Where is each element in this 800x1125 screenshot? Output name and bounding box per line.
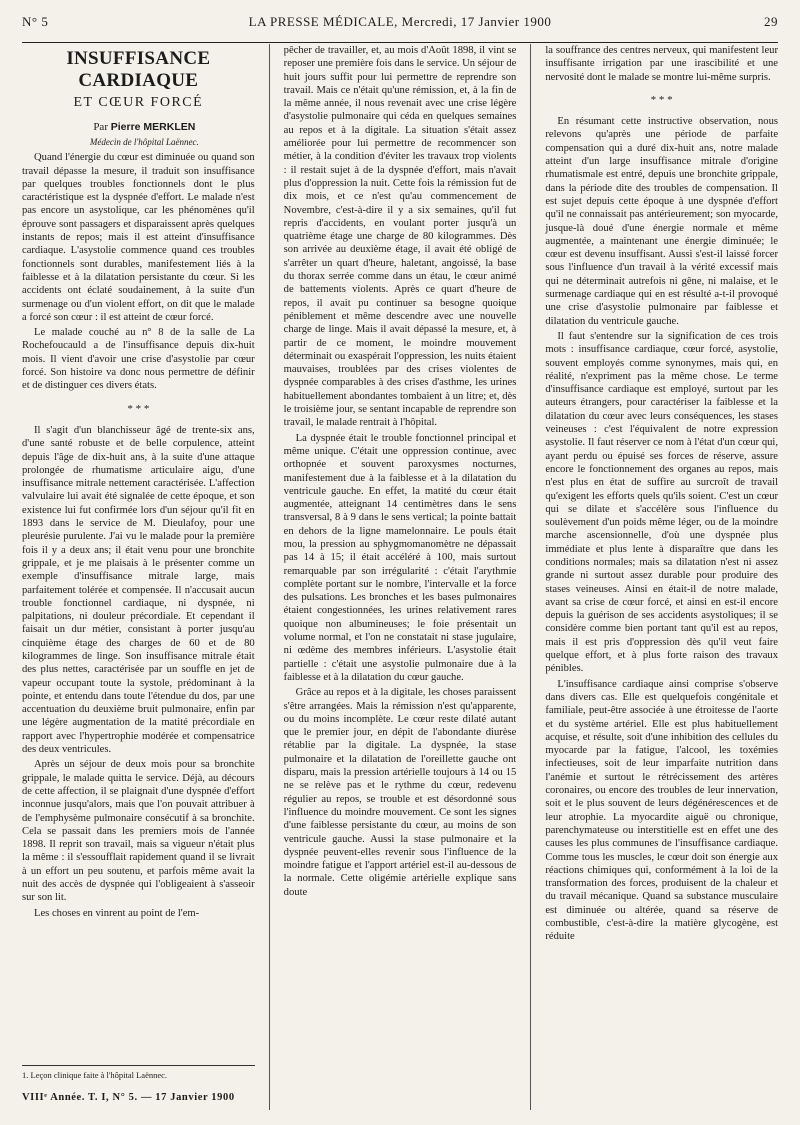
paragraph: Après un séjour de deux mois pour sa bronchite grippale, le malade quitta le service. Déjà, au décours de cette affection, il se plaignait d'une dyspnée d'effort inconnue jusqu'alors, mais que l'on pouvait attribuer à de l'emphysème pulmonaire consécutif à sa bronchite. Cela se passait dans les premiers mois de l'année 1898. Il reprit son travail, mais sa vigueur n'était plus la même : il s'essoufflait rapidement quand il se livrait à un effort un peu soutenu, et parfois même avait la nuit des accès de dyspnée qui l'obligeaient à s'asseoir sur son lit. bbox=[22, 759, 255, 904]
paragraph: la souffrance des centres nerveux, qui manifestent leur insuffisante irrigation par une irascibilité et une nervosité dont le malade se montre lui-même surpris. bbox=[545, 45, 779, 83]
paragraph: L'insuffisance cardiaque ainsi comprise s'observe dans divers cas. Elle est quelquefois congénitale et familiale, peut-être associée à une étroitesse de l'aorte et du système artériel. Elle est plus habituellement acquise, et résulte, soit d'une inhibition des cellules du myocarde par la fatigue, l'alcool, les toxémies infectieuses, soit de leur imparfaite nutrition dans l'anémie et surtout le rétrécissement des artères coronaires, ou encore des troubles de leur innervation, soit et le plus souvent de leurs dégénérescences et de leur atrophie. La myocardite aiguë ou chronique, parenchymateuse ou interstitielle est en effet une des causes les plus communes de l'insuffisance cardiaque. Comme tous les muscles, le cœur doit son énergie aux réactions chimiques qui, conformément à la loi de la transformation des forces, produisent de la chaleur et du travail mécanique. Quand sa substance musculaire est diminuée ou altérée, quand sa réserve de combustible, c'est-à-dire la matière glycogène, est réduite bbox=[545, 678, 779, 943]
author-affiliation: Médecin de l'hôpital Laënnec. bbox=[89, 137, 199, 147]
issue-number: N° 5 bbox=[22, 14, 49, 29]
paragraph: La dyspnée était le trouble fonctionnel principal et même unique. C'était une oppression continue, avec orthopnée et souvent paroxysmes nocturnes, manifestement due à la faiblesse et à la dilatation du ventricule gauche. En effet, la matité du cœur était augmentée, atteignant 14 centimètres dans le sens transversal, 8 à 9 dans le sens vertical; la pointe battait en dehors de la ligne mamelonnaire. Le pouls était mou, la pression au sphygmomanomètre ne dépassait pas 14 à 15; il était accéléré à 100, mais surtout remarquable par son irrégularité : c'était l'arythmie complète portant sur le nombre, l'intervalle et la force des pulsations. Les bronches et les bases pulmonaires étaient congestionnées, les urines relativement rares quoique non albumineuses; le foie présentait un volume normal, et l'on ne constatait ni stase jugulaire, ni œdème des membres inférieurs. L'asystolie était partielle : c'était une asystolie pulmonaire due à la faiblesse et à la dilatation du cœur gauche. bbox=[283, 432, 517, 683]
column-2 bbox=[284, 44, 517, 1110]
author-name: Pierre MERKLEN bbox=[110, 121, 196, 133]
paragraph: Le malade couché au n° 8 de la salle de La Rochefoucauld a de l'insuffisance depuis dix-huit mois. Il vient d'avoir une crise d'asystolie par cœur forcé. Son histoire va donc nous permettre de définir et de distinguer ces divers états. bbox=[22, 327, 255, 392]
paragraph: Il s'agit d'un blanchisseur âgé de trente-six ans, d'une santé robuste et de belle corpulence, atteint depuis l'âge de dix-huit ans, à la suite d'une attaque prolongée de rhumatisme articulaire aigu, d'une insuffisance mitrale nettement caractérisée. L'affection valvulaire lui avait été signalée de cette époque, et son existence lui fut confirmée lors d'un séjour qu'il fit en 1893 dans le service de M. Dieulafoy, pour une pleurésie purulente. J'ai vu le malade pour la première fois il y a deux ans; il était venu pour une bronchite grippale, et je me plaisais à le présenter comme un exemple d'insuffisance mitrale large, mais parfaitement tolérée et compensée. Il n'accusait aucun trouble fonctionnel cardiaque, ni dyspnée, ni palpitations, ni douleur précordiale. Et cependant il faisait un dur métier, consistant à porter jusqu'au cinquième étage des charges de 60 et de 80 kilogrammes de linge. Son insuffisance mitrale était des plus nettes, caractérisée par un souffle en jet de vapeur occupant toute la systole, prédominant à la pointe, et entendu dans toute l'étendue du dos, par une accentuation du deuxième bruit pulmonaire, enfin par une légère augmentation de la matité précordiale en rapport avec l'hypertrophie modérée et compensatrice des deux ventricules. bbox=[22, 424, 255, 756]
paragraph: Il faut s'entendre sur la signification de ces trois mots : insuffisance cardiaque, cœur forcé, asystolie, souvent employés comme synonymes, mais qui, en réalité, n'expriment pas la même chose. Le terme d'insuffisance cardiaque est employé, surtout par les auteurs étrangers, pour caractériser la faiblesse et la dilatation du cœur avec leurs conséquences, les stases veineuses : c'est l'équivalent de notre expression asystolie. Il faut réserver ce nom à l'état d'un cœur qui, ayant perdu ou épuisé ses forces de réserve, assure encore le fonctionnement des organes au repos, mais n'est plus en état de suffire au surcroît de travail qu'exigent les efforts quels qu'ils soient. C'est un cœur qui se dilate et s'accélère sous l'influence du soulèvement d'un poids même léger, ou de la moindre marche ascensionnelle, d'où une dyspnée plus immédiate et plus lente à disparaître que dans les conditions normales; mais sa dilatation n'est ni assez grande ni surtout assez durable pour produire des stases veineuses. Ainsi en était-il de notre malade, avant sa crise de cœur forcé, et ainsi en est-il encore depuis la guérison de ses accidents asystoliques; il se considère comme bien portant tant qu'il est au repos, mais il est pris d'oppression dès qu'il veut faire quelque effort, et à plus forte raison des travaux pénibles. bbox=[545, 330, 779, 675]
paragraph: Grâce au repos et à la digitale, les choses paraissent s'être arrangées. Mais la rémission n'est qu'apparente, ou du moins incomplète. Le cœur reste dilaté autant que le premier jour, en dépit de l'abondante diurèse rétablie par la digitale. La dyspnée, la stase pulmonaire et la dilatation de l'oreillette gauche ont disparu, mais la pression artérielle toujours à 14 ou 15 ne se relève pas et le rythme du cœur, redevenu régulier au repos, se trouble et est désordonné sous l'influence du moindre mouvement. Ce sont les signes d'une faiblesse persistante du cœur, au moins de son ventricule gauche. Aussi la stase pulmonaire et la dyspnée peuvent-elles revenir sous l'influence de la moindre fatigue et l'apport artériel est-il au-dessous de la normale. Cette oligémie artérielle explique sans doute bbox=[283, 687, 517, 898]
column-1 bbox=[22, 44, 255, 1110]
page-number: 29 bbox=[764, 14, 778, 29]
section-separator: * * * bbox=[127, 402, 150, 415]
column-3 bbox=[545, 44, 778, 1110]
article-subtitle: ET CŒUR FORCÉ bbox=[73, 95, 204, 110]
byline bbox=[22, 120, 255, 134]
column-divider bbox=[269, 44, 270, 1110]
byline-prefix: Par bbox=[93, 121, 108, 133]
paragraph: Les choses en vinrent au point de l'em- bbox=[34, 907, 200, 919]
paragraph: pêcher de travailler, et, au mois d'Août 1898, il vint se reposer une première fois dans le service. Un séjour de huit jours suffit pour lui permettre de reprendre son travail. Mais ce n'était qu'une rémission, et, à la fin de la même année, il nous revenait avec une crise légère d'asystolie pulmonaire qui céda en quelques semaines au repos et à la digitale. La situation s'était assez améliorée pour lui permettre de recommencer son métier, à la condition d'éviter les travaux trop violents : il restait sujet à de la dyspnée d'effort, mais n'avait plus d'oppression la nuit. Cette fois la rémission fut de dix mois, et ce n'est qu'au commencement de Novembre, c'est-à-dire il y a six semaines, qu'il fut repris d'accidents, en voulant porter jusqu'à un quatrième étage une charge de 80 kilogrammes. Dès son arrivée au deuxième étage, il avait été obligé de s'arrêter un quart d'heure, haletant, angoissé, la base du thorax serrée comme dans un étau, le cœur animé de battements violents. Après ce quart d'heure de repos, il avait pu continuer sa besogne quoique péniblement et même descendre avec une nouvelle charge de linge. Mais il avait dépassé la mesure, et, à partir de ce moment, le moindre mouvement déterminait ou exaspérait l'oppression, les nuits étaient mauvaises, troublées par des crises violentes de dyspnée comparables à des crises d'asthme, les urines habituellement abondantes tombaient à un litre; et, dès le troisième jour, se sentant incapable de reprendre son travail, le malade rentrait à l'hôpital. bbox=[283, 45, 517, 429]
paragraph: En résumant cette instructive observation, nous relevons qu'après une période de parfaite compensation qui a duré dix-huit ans, notre malade atteint d'un large insuffisance mitrale d'origine rhumatismale est entré, depuis une bronchite grippale, dans la période dite des troubles de compensation. Il est sujet depuis cette époque à une dyspnée d'effort qu'il ne connaissait pas antérieurement; son myocarde, jusque-là doué d'une énergie normale et même augmentée, a maintenant une énergie diminuée; le cœur est devenu insuffisant. Aussi s'est-il laissé forcer sous l'influence d'un travail à la vérité excessif mais qui ne déterminait autrefois ni gêne, ni malaise, et le surmenage cardiaque qui en est résulté a-t-il provoqué une crise d'asystolie pulmonaire par faiblesse et dilatation du ventricule gauche. bbox=[545, 116, 779, 327]
column-divider bbox=[530, 44, 531, 1110]
text-columns bbox=[22, 44, 778, 1110]
running-header bbox=[22, 14, 778, 43]
footnote: 1. Leçon clinique faite à l'hôpital Laënnec. bbox=[22, 1065, 255, 1082]
issue-line: VIIIᵉ Année. T. I, N° 5. — 17 Janvier 1900 bbox=[22, 1091, 235, 1103]
article-title: INSUFFISANCE CARDIAQUE bbox=[66, 48, 211, 91]
journal-title: LA PRESSE MÉDICALE, Mercredi, 17 Janvier 1900 bbox=[248, 14, 552, 29]
section-separator: * * * bbox=[650, 93, 673, 106]
paragraph: Quand l'énergie du cœur est diminuée ou quand son travail dépasse la mesure, il traduit son insuffisance par quelques troubles fonctionnels dont le plus caractéristique est la dyspnée d'effort. Le malade n'est pas encore un asystolique, car les phénomènes qu'il éprouve sont passagers et disparaissent après quelques instants de repos; mais il est atteint d'insuffisance cardiaque. L'asystolie commence quand ces troubles fonctionnels sont durables, manifestement liés à la faiblesse et à la dilatation persistante du cœur. Si les accidents ont éclaté soudainement, à la suite d'un surmenage ou d'un violent effort, on dit que le malade a forcé son cœur : il est atteint de cœur forcé. bbox=[22, 152, 255, 323]
